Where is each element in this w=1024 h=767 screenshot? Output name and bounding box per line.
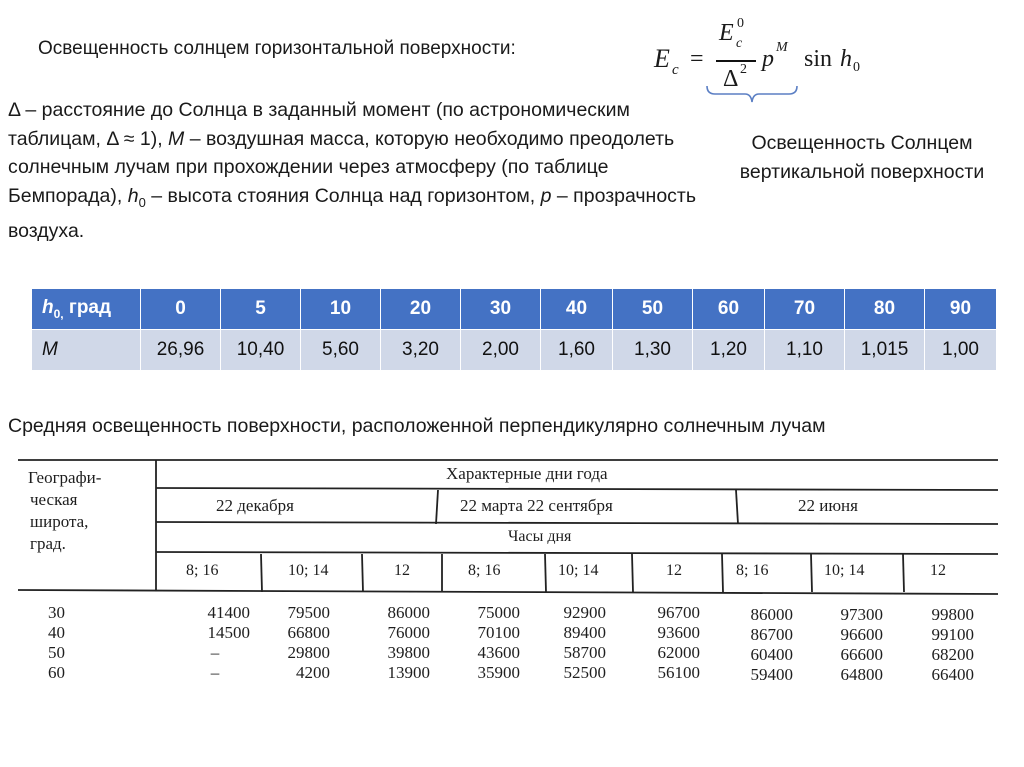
table-cell: 70 xyxy=(765,289,845,330)
scan-value-cell: 39800 xyxy=(387,643,430,662)
scan-value-cell: 96700 xyxy=(657,603,700,622)
scan-value-cell: 52500 xyxy=(563,663,606,682)
scan-value-cell: 29800 xyxy=(287,643,330,662)
hour-cell: 12 xyxy=(930,562,946,579)
hour-cell: 8; 16 xyxy=(468,562,501,579)
scan-value-cell: 75000 xyxy=(477,603,520,622)
scan-value-cell: 35900 xyxy=(477,663,520,682)
lat-header-1: Географи- xyxy=(28,468,102,487)
table-cell: 1,30 xyxy=(613,330,693,371)
table-cell: 30 xyxy=(461,289,541,330)
formula-numerator: E xyxy=(719,20,734,46)
desc-part-3: – высота стояния Солнца над горизонтом, xyxy=(151,184,536,207)
scan-value-cell: – xyxy=(210,643,220,662)
scan-value-cell: 64800 xyxy=(840,665,883,684)
scan-value-cell: 86000 xyxy=(750,605,793,624)
table-cell: 1,60 xyxy=(541,330,613,371)
table-cell: 20 xyxy=(381,289,461,330)
hour-cell: 10; 14 xyxy=(824,562,865,579)
scan-value-cell: 14500 xyxy=(207,623,250,642)
formula-p-sup: M xyxy=(776,40,788,55)
table-cell: 1,015 xyxy=(845,330,925,371)
hour-cell: 10; 14 xyxy=(288,562,329,579)
hour-cell: 8; 16 xyxy=(736,562,769,579)
hour-cell: 10; 14 xyxy=(558,562,599,579)
hour-cell: 12 xyxy=(666,562,682,579)
desc-m-symbol: М xyxy=(168,127,185,150)
table-cell: 40 xyxy=(541,289,613,330)
table-cell: 10 xyxy=(301,289,381,330)
latitude-60: 60 xyxy=(48,663,65,682)
scan-value-cell: 13900 xyxy=(387,663,430,682)
scan-value-cell: 59400 xyxy=(750,665,793,684)
desc-part-2: – воздушная масса, которую необходимо преодолеть солнечным лучам при прохождении через атмосферу (по таблице Бемпорада), xyxy=(8,127,675,207)
page-heading: Освещенность солнцем горизонтальной поверхности: xyxy=(38,38,516,59)
formula-denominator: Δ xyxy=(723,66,739,92)
scanned-illuminance-table xyxy=(18,458,1003,703)
h-label-main: h xyxy=(42,297,54,319)
scan-value-cell: 66800 xyxy=(287,623,330,642)
desc-p-symbol: p xyxy=(540,184,552,207)
table-cell: 5,60 xyxy=(301,330,381,371)
latitude-50: 50 xyxy=(48,643,65,662)
formula-sin: sin xyxy=(804,46,833,72)
h-label-unit: град xyxy=(68,297,112,319)
formula-lhs-sub: c xyxy=(672,62,679,78)
brace-icon xyxy=(705,84,800,106)
desc-h-sub: 0 xyxy=(138,194,146,210)
m-label-cell xyxy=(32,330,141,371)
avg-illuminance-title: Средняя освещенность поверхности, расположенной перпендикулярно солнечным лучам xyxy=(8,415,826,437)
days-header: Характерные дни года xyxy=(446,464,608,483)
scan-value-cell: 68200 xyxy=(931,645,974,664)
scan-value-cell: 70100 xyxy=(477,623,520,642)
scan-value-cell: 79500 xyxy=(287,603,330,622)
h-label-sub: 0, xyxy=(53,306,64,321)
scan-value-cell: 92900 xyxy=(563,603,606,622)
formula-denominator-sup: 2 xyxy=(740,62,747,77)
table-cell: 5 xyxy=(221,289,301,330)
desc-part-4: – прозрачность воздуха. xyxy=(8,184,697,242)
scan-value-cell: 93600 xyxy=(657,623,700,642)
table-cell: 26,96 xyxy=(141,330,221,371)
scan-value-cell: 56100 xyxy=(657,663,700,682)
scan-value-cell: 89400 xyxy=(563,623,606,642)
table-cell: 90 xyxy=(925,289,997,330)
table-header-row xyxy=(32,289,997,330)
lat-header-3: широта, xyxy=(30,512,89,531)
scan-value-cell: 86700 xyxy=(750,625,793,644)
scan-value-cell: 66600 xyxy=(840,645,883,664)
formula-numerator-sub: c xyxy=(736,36,743,51)
desc-part-1: Δ – расстояние до Солнца в заданный момент (по астрономическим таблицам, Δ ≈ 1), xyxy=(8,99,630,150)
scan-value-cell: 96600 xyxy=(840,625,883,644)
scan-value-cell: – xyxy=(210,663,220,682)
table-cell: 0 xyxy=(141,289,221,330)
hours-header: Часы дня xyxy=(508,528,572,545)
h-label-cell xyxy=(32,289,141,330)
day-group-december: 22 декабря xyxy=(216,496,294,515)
scan-value-cell: 43600 xyxy=(477,643,520,662)
hour-cell: 8; 16 xyxy=(186,562,219,579)
formula-numerator-sup: 0 xyxy=(737,16,744,31)
table-cell: 3,20 xyxy=(381,330,461,371)
table-cell: 1,00 xyxy=(925,330,997,371)
formula-equals: = xyxy=(690,46,704,72)
description-paragraph xyxy=(8,96,708,245)
vertical-surface-label: Освещенность Солнцем вертикальной поверхности xyxy=(739,132,985,183)
formula-h-sub: 0 xyxy=(853,60,860,75)
lat-header-2: ческая xyxy=(30,490,78,509)
scan-value-cell: 60400 xyxy=(750,645,793,664)
table-cell: 50 xyxy=(613,289,693,330)
scan-value-cell: 66400 xyxy=(931,665,974,684)
latitude-30: 30 xyxy=(48,603,65,622)
formula-lhs: E xyxy=(654,44,670,73)
scan-value-cell: 99800 xyxy=(931,605,974,624)
scan-value-cell: 97300 xyxy=(840,605,883,624)
table-cell: 1,20 xyxy=(693,330,765,371)
latitude-40: 40 xyxy=(48,623,65,642)
table-cell: 60 xyxy=(693,289,765,330)
day-group-june: 22 июня xyxy=(798,496,858,515)
table-cell: 80 xyxy=(845,289,925,330)
scan-value-cell: 41400 xyxy=(207,603,250,622)
scan-value-cell: 76000 xyxy=(387,623,430,642)
table-cell: 2,00 xyxy=(461,330,541,371)
desc-h-symbol: h xyxy=(127,184,139,207)
hour-cell: 12 xyxy=(394,562,410,579)
scan-value-cell: 4200 xyxy=(296,663,330,682)
table-row xyxy=(32,330,997,371)
day-group-equinox: 22 марта 22 сентября xyxy=(460,496,613,515)
fraction-bar xyxy=(716,60,756,62)
m-label: M xyxy=(42,339,58,360)
scan-value-cell: 86000 xyxy=(387,603,430,622)
scan-value-cell: 99100 xyxy=(931,625,974,644)
formula-p: p xyxy=(762,46,774,72)
lat-header-4: град. xyxy=(30,534,66,553)
scan-value-cell: 58700 xyxy=(563,643,606,662)
table-cell: 10,40 xyxy=(221,330,301,371)
formula-h: h xyxy=(840,46,852,72)
scan-value-cell: 62000 xyxy=(657,643,700,662)
table-cell: 1,10 xyxy=(765,330,845,371)
air-mass-table xyxy=(31,288,997,371)
